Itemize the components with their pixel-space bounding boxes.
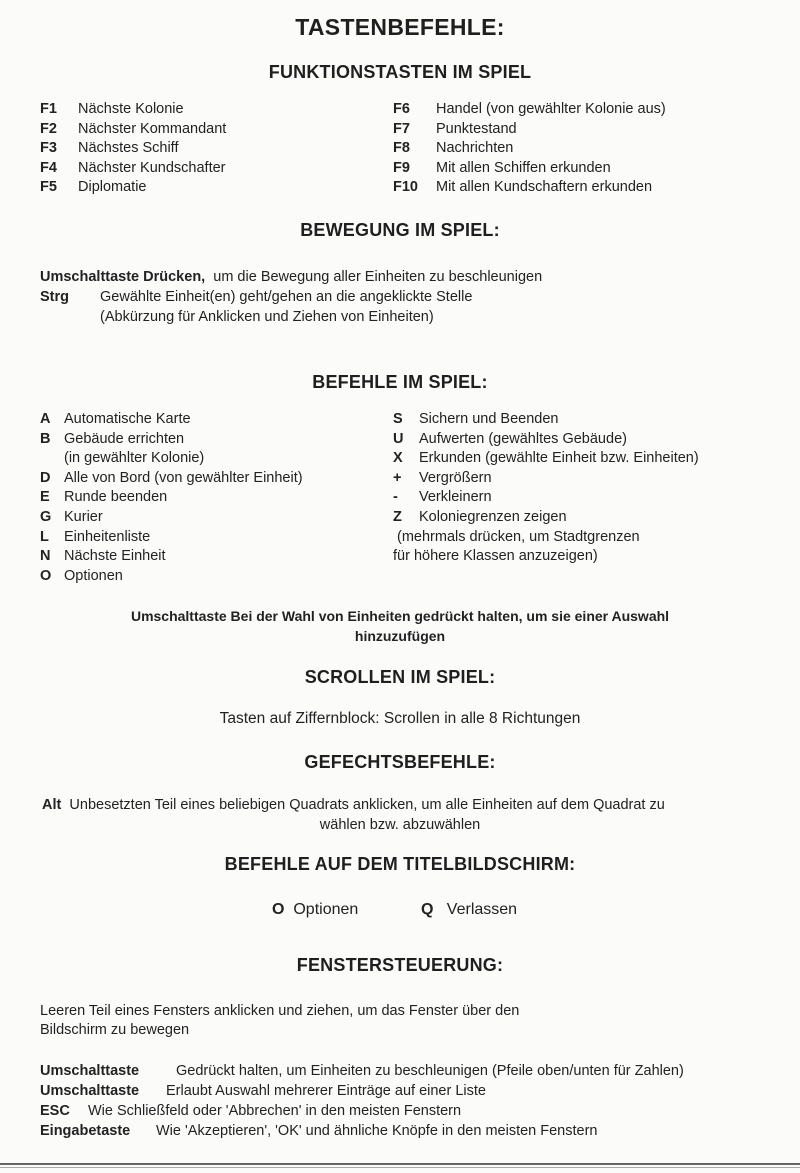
- key-label: O: [40, 567, 52, 584]
- key-label: Eingabetaste: [40, 1123, 131, 1139]
- key-label: U: [393, 430, 404, 447]
- heading-combat: GEFECHTSBEFEHLE:: [304, 752, 496, 772]
- key-desc: Nächster Kommandant: [78, 120, 227, 137]
- key-row: [40, 178, 226, 198]
- window-intro-line1: Leeren Teil eines Fensters anklicken und ziehen, um das Fenster über den: [40, 1003, 520, 1019]
- bottom-divider-thin: [0, 1167, 800, 1168]
- q-key-label: Q: [421, 901, 434, 918]
- key-desc: Vergrößern: [419, 469, 492, 486]
- key-label: +: [393, 469, 402, 486]
- key-row: [40, 120, 226, 140]
- key-row: [40, 528, 303, 548]
- titlescreen-options: [272, 900, 358, 920]
- key-row: [40, 508, 303, 528]
- key-label: F5: [40, 179, 57, 196]
- key-row: [40, 410, 303, 430]
- key-label: F8: [393, 140, 410, 157]
- key-row: [393, 410, 699, 430]
- key-label: F10: [393, 179, 418, 196]
- ctrl-key-label: Strg: [40, 289, 69, 305]
- key-desc: Verkleinern: [419, 489, 492, 506]
- combat-row: [42, 796, 665, 816]
- key-row: [40, 547, 303, 567]
- shift-key-label: Umschalttaste Drücken,: [40, 269, 206, 285]
- key-label: X: [393, 450, 403, 467]
- window-row: [40, 1102, 461, 1122]
- key-label: ESC: [40, 1103, 70, 1119]
- key-desc: Diplomatie: [78, 179, 147, 196]
- titlescreen-quit: [421, 900, 517, 920]
- key-label: B: [40, 430, 51, 447]
- key-desc: (in gewählter Kolonie): [64, 450, 205, 467]
- key-row: [393, 547, 699, 567]
- key-label: -: [393, 489, 398, 506]
- q-key-desc: Verlassen: [446, 901, 518, 918]
- window-intro-line2: Bildschirm zu bewegen: [40, 1022, 190, 1038]
- alt-key-label: Alt: [42, 797, 62, 813]
- key-desc: Alle von Bord (von gewählter Einheit): [64, 469, 303, 486]
- key-desc: Wie Schließfeld oder 'Abbrechen' in den meisten Fenstern: [88, 1103, 462, 1119]
- key-desc: Koloniegrenzen zeigen: [419, 508, 567, 525]
- key-desc: Nächste Kolonie: [78, 101, 184, 117]
- key-desc: Gebäude errichten: [64, 430, 185, 447]
- shift-key-desc: um die Bewegung aller Einheiten zu beschleunigen: [213, 269, 543, 285]
- o-key-label: O: [272, 901, 285, 918]
- key-desc: Aufwerten (gewähltes Gebäude): [419, 430, 627, 447]
- key-label: E: [40, 489, 50, 506]
- key-row: [40, 567, 303, 587]
- key-row: [40, 139, 226, 159]
- key-desc: Wie 'Akzeptieren', 'OK' und ähnliche Knöpfe in den meisten Fenstern: [156, 1123, 598, 1139]
- key-label: F2: [40, 120, 57, 137]
- key-row: [393, 139, 666, 159]
- key-desc: Runde beenden: [64, 489, 168, 506]
- key-row: [393, 120, 666, 140]
- key-row: [40, 430, 303, 450]
- key-desc: Erkunden (gewählte Einheit bzw. Einheiten): [419, 450, 699, 467]
- o-key-desc: Optionen: [293, 901, 359, 918]
- key-label: Z: [393, 508, 402, 525]
- key-row: [393, 100, 666, 120]
- key-desc: Sichern und Beenden: [419, 411, 559, 427]
- key-row: [40, 488, 303, 508]
- key-label: F7: [393, 120, 410, 137]
- key-desc: (mehrmals drücken, um Stadtgrenzen: [397, 528, 640, 545]
- alt-key-desc: Unbesetzten Teil eines beliebigen Quadrats anklicken, um alle Einheiten auf dem Quadrat zu: [69, 797, 665, 813]
- bottom-divider: [0, 1163, 800, 1165]
- heading-scrolling: SCROLLEN IM SPIEL:: [304, 667, 496, 687]
- key-row: [393, 488, 699, 508]
- window-row: [40, 1122, 598, 1142]
- key-label: D: [40, 469, 51, 486]
- key-row: [393, 159, 666, 179]
- key-desc: Automatische Karte: [64, 411, 191, 427]
- selection-note-line1: Umschalttaste Bei der Wahl von Einheiten gedrückt halten, um sie einer Auswahl: [130, 608, 670, 624]
- key-label: F4: [40, 159, 57, 176]
- key-row: [393, 528, 699, 548]
- key-label: F1: [40, 101, 57, 117]
- key-row: [393, 469, 699, 489]
- key-label: S: [393, 411, 403, 427]
- key-row: [40, 159, 226, 179]
- key-desc: Gedrückt halten, um Einheiten zu beschleunigen (Pfeile oben/unten für Zahlen): [176, 1063, 684, 1079]
- key-label: N: [40, 548, 51, 565]
- commands-left: [40, 410, 303, 586]
- key-label: F6: [393, 101, 410, 117]
- key-label: L: [40, 528, 49, 545]
- selection-note-line2: hinzuzufügen: [354, 628, 446, 644]
- window-row: [40, 1082, 486, 1102]
- key-desc: Optionen: [64, 567, 123, 584]
- heading-function-keys: FUNKTIONSTASTEN IM SPIEL: [268, 62, 532, 82]
- commands-right: [393, 410, 699, 567]
- heading-movement: BEWEGUNG IM SPIEL:: [300, 220, 500, 240]
- key-row: [393, 508, 699, 528]
- key-desc: Nächste Einheit: [64, 548, 166, 565]
- key-desc: Nächster Kundschafter: [78, 159, 226, 176]
- key-desc: Nächstes Schiff: [78, 140, 179, 157]
- function-keys-left: [40, 100, 226, 198]
- movement-ctrl-row: [40, 288, 472, 308]
- scrolling-text: Tasten auf Ziffernblock: Scrollen in alle 8 Richtungen: [219, 710, 581, 727]
- key-desc: Kurier: [64, 508, 103, 525]
- movement-ctrl-note: (Abkürzung für Anklicken und Ziehen von Einheiten): [100, 309, 434, 325]
- key-desc: für höhere Klassen anzuzeigen): [393, 548, 598, 565]
- key-label: A: [40, 411, 51, 427]
- page-title: TASTENBEFEHLE:: [295, 14, 505, 40]
- key-label: Umschalttaste: [40, 1063, 140, 1079]
- movement-shift-row: [40, 268, 542, 288]
- key-label: Umschalttaste: [40, 1083, 140, 1099]
- heading-titlescreen: BEFEHLE AUF DEM TITELBILDSCHIRM:: [224, 854, 576, 874]
- key-desc: Handel (von gewählter Kolonie aus): [436, 101, 666, 117]
- key-row: [40, 449, 303, 469]
- key-row: [40, 469, 303, 489]
- combat-row-cont: wählen bzw. abzuwählen: [319, 817, 481, 833]
- key-desc: Punktestand: [436, 120, 517, 137]
- key-row: [393, 449, 699, 469]
- heading-window: FENSTERSTEUERUNG:: [296, 955, 504, 975]
- key-label: F3: [40, 140, 57, 157]
- ctrl-key-desc: Gewählte Einheit(en) geht/gehen an die angeklickte Stelle: [100, 289, 473, 305]
- key-desc: Erlaubt Auswahl mehrerer Einträge auf einer Liste: [166, 1083, 486, 1099]
- function-keys-right: [393, 100, 666, 198]
- window-row: [40, 1062, 684, 1082]
- heading-commands: BEFEHLE IM SPIEL:: [312, 372, 488, 392]
- key-desc: Mit allen Schiffen erkunden: [436, 159, 611, 176]
- key-desc: Mit allen Kundschaftern erkunden: [436, 179, 653, 196]
- key-row: [40, 100, 226, 120]
- key-label: G: [40, 508, 52, 525]
- key-row: [393, 430, 699, 450]
- key-desc: Nachrichten: [436, 140, 514, 157]
- key-desc: Einheitenliste: [64, 528, 151, 545]
- key-row: [393, 178, 666, 198]
- key-label: F9: [393, 159, 410, 176]
